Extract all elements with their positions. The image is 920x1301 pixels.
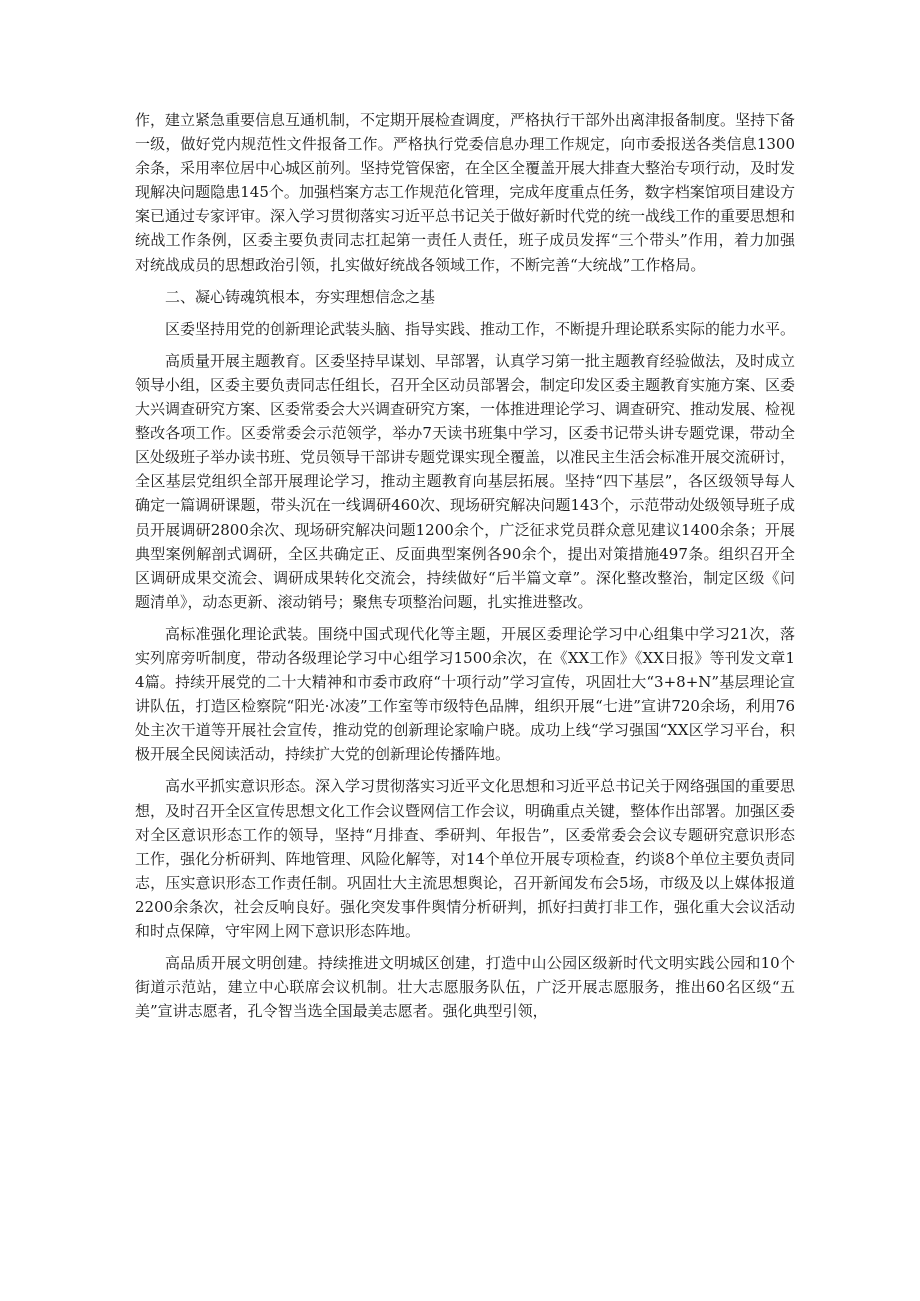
paragraph-civilization: 高品质开展文明创建。持续推进文明城区创建，打造中山公园区级新时代文明实践公园和10个街道示范站，建立中心联席会议机制。壮大志愿服务队伍，广泛开展志愿服务，推出60名区级“五美”宣讲志愿者，孔令智当选全国最美志愿者。强化典型引领， xyxy=(135,954,795,1021)
paragraph-theory-armament: 高标准强化理论武装。围绕中国式现代化等主题，开展区委理论学习中心组集中学习21次，落实列席旁听制度，带动各级理论学习中心组学习1500余次，在《XX工作》《XX日报》等刊发文章14篇。持续开展党的二十大精神和市委市政府“十项行动”学习宣传，巩固壮大“3+8+N”基层理论宣讲队伍，打造区检察院“阳光·冰凌”工作室等市级特色品牌，组织开展“七进”宣讲720余场，利用76处主次干道等开展社会宣传，推动党的创新理论家喻户晓。成功上线“学习强国“XX区学习平台，积极开展全民阅读活动，持续扩大党的创新理论传播阵地。 xyxy=(135,624,795,764)
paragraph-theme-education: 高质量开展主题教育。区委坚持早谋划、早部署，认真学习第一批主题教育经验做法，及时成立领导小组，区委主要负责同志任组长，召开全区动员部署会，制定印发区委主题教育实施方案、区委大兴调查研究方案、区委常委会大兴调查研究方案，一体推进理论学习、调查研究、推动发展、检视整改各项工作。区委常委会示范领学，举办7天读书班集中学习，区委书记带头讲专题党课，带动全区处级班子举办读书班、党员领导干部讲专题党课实现全覆盖，以准民主生活会标准开展交流研讨，全区基层党组织全部开展理论学习，推动主题教育向基层拓展。坚持“四下基层”，各区级领导每人确定一篇调研课题，带头沉在一线调研460次、现场研究解决问题143个，示范带动处级领导班子成员开展调研2800余次、现场研究解决问题1200余个，广泛征求党员群众意见建议1400余条；开展典型案例解剖式调研，全区共确定正、反面典型案例各90余个，提出对策措施497条。组织召开全区调研成果交流会、调研成果转化交流会，持续做好“后半篇文章”。深化整改整治，制定区级《问题清单》，动态更新、滚动销号；聚焦专项整治问题，扎实推进整改。 xyxy=(135,351,796,611)
paragraph-ideology: 高水平抓实意识形态。深入学习贯彻落实习近平文化思想和习近平总书记关于网络强国的重要思想，及时召开全区宣传思想文化工作会议暨网信工作会议，明确重点关键，整体作出部署。加强区委对全区意识形态工作的领导，坚持“月排查、季研判、年报告”，区委常委会会议专题研究意识形态工作，强化分析研判、阵地管理、风险化解等，对14个单位开展专项检查，约谈8个单位主要负责同志，压实意识形态工作责任制。巩固壮大主流思想舆论，召开新闻发布会5场，市级及以上媒体报道2200余条次，社会反响良好。强化突发事件舆情分析研判，抓好扫黄打非工作，强化重大会议活动和时点保障，守牢网上网下意识形态阵地。 xyxy=(135,777,796,940)
paragraph-continuation: 作，建立紧急重要信息互通机制，不定期开展检查调度，严格执行干部外出离津报备制度。坚持下备一级，做好党内规范性文件报备工作。严格执行党委信息办理工作规定，向市委报送各类信息1300余条，采用率位居中心城区前列。坚持党管保密，在全区全覆盖开展大排查大整治专项行动，及时发现解决问题隐患145个。加强档案方志工作规范化管理，完成年度重点任务，数字档案馆项目建设方案已通过专家评审。深入学习贯彻落实习近平总书记关于做好新时代党的统一战线工作的重要思想和统战工作条例，区委主要负责同志扛起第一责任人责任，班子成员发挥“三个带头”作用，着力加强对统战成员的思想政治引领，扎实做好统战各领域工作，不断完善“大统战”工作格局。 xyxy=(135,111,796,274)
section-heading-2: 二、凝心铸魂筑根本，夯实理想信念之基 xyxy=(165,287,436,306)
document-page xyxy=(135,108,795,1031)
paragraph-intro: 区委坚持用党的创新理论武装头脑、指导实践、推动工作，不断提升理论联系实际的能力水平。 xyxy=(165,319,796,338)
